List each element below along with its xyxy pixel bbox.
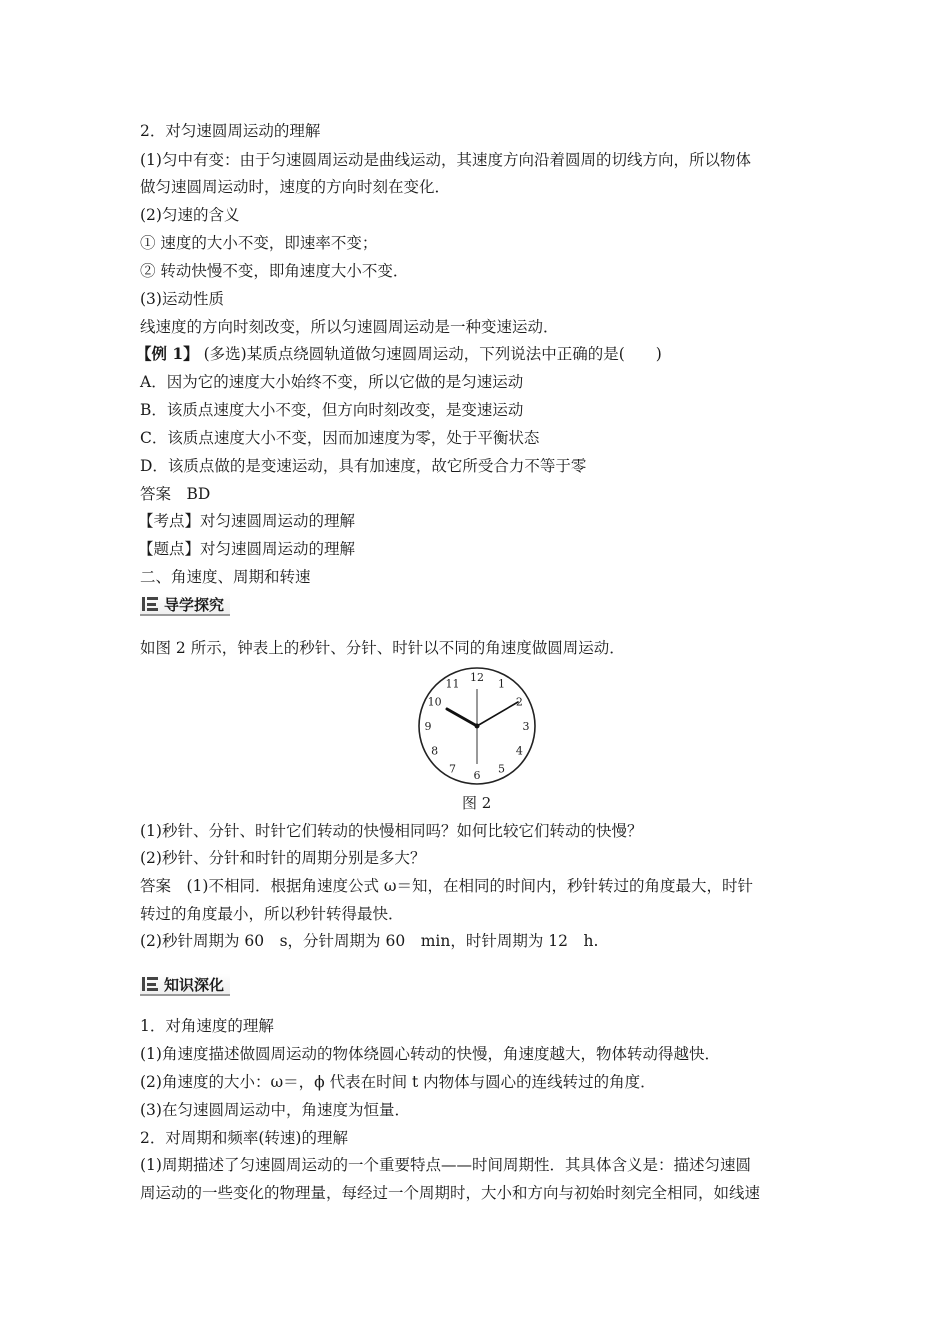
list-icon bbox=[142, 977, 158, 991]
section-header-daoxue bbox=[140, 594, 230, 616]
text-line: (2)匀速的含义 bbox=[140, 206, 240, 224]
text-line: (1)匀中有变：由于匀速圆周运动是曲线运动，其速度方向沿着圆周的切线方向，所以物体 bbox=[140, 151, 751, 169]
example-tag: 【例 1】 bbox=[136, 344, 199, 363]
answer-line: 答案 (1)不相同．根据角速度公式 ω＝知，在相同的时间内，秒针转过的角度最大，时针 bbox=[140, 877, 754, 895]
clock-numeral: 12 bbox=[470, 671, 484, 684]
clock-numeral: 11 bbox=[445, 677, 460, 691]
list-icon bbox=[142, 597, 158, 611]
kaodian: 【考点】对匀速圆周运动的理解 bbox=[138, 512, 356, 530]
intro-text: 如图 2 所示，钟表上的秒针、分针、时针以不同的角速度做圆周运动． bbox=[140, 639, 625, 657]
option-c: C．该质点速度大小不变，因而加速度为零，处于平衡状态 bbox=[140, 429, 540, 447]
section-header-zhishi bbox=[140, 974, 230, 996]
clock-numeral: 1 bbox=[498, 677, 505, 691]
clock-numeral: 5 bbox=[498, 762, 505, 776]
example-answer: 答案 BD bbox=[140, 485, 211, 503]
text-line: 周运动的一些变化的物理量，每经过一个周期时，大小和方向与初始时刻完全相同，如线速 bbox=[140, 1184, 761, 1202]
option-a: A．因为它的速度大小始终不变，所以它做的是匀速运动 bbox=[140, 373, 524, 391]
text-line: (3)运动性质 bbox=[140, 290, 224, 308]
text-line: ② 转动快慢不变，即角速度大小不变． bbox=[140, 262, 409, 280]
option-d: D．该质点做的是变速运动，具有加速度，故它所受合力不等于零 bbox=[140, 457, 587, 475]
section-title: 导学探究 bbox=[164, 595, 225, 614]
clock-numeral: 2 bbox=[515, 695, 523, 709]
clock-numeral: 10 bbox=[427, 695, 442, 709]
text-line: 2．对匀速圆周运动的理解 bbox=[140, 122, 321, 140]
heading-2: 二、角速度、周期和转速 bbox=[140, 568, 311, 586]
text-line: (3)在匀速圆周运动中，角速度为恒量． bbox=[140, 1101, 410, 1119]
text-line: 2．对周期和频率(转速)的理解 bbox=[140, 1129, 348, 1147]
clock-numeral: 9 bbox=[424, 720, 432, 733]
clock-center bbox=[475, 724, 480, 729]
text-line: 线速度的方向时刻改变，所以匀速圆周运动是一种变速运动． bbox=[140, 318, 559, 336]
question-1: (1)秒针、分针、时针它们转动的快慢相同吗？如何比较它们转动的快慢？ bbox=[140, 822, 643, 840]
example-question-text: (多选)某质点绕圆轨道做匀速圆周运动，下列说法中正确的是( ) bbox=[198, 345, 662, 363]
text-line: ① 速度的大小不变，即速率不变； bbox=[140, 234, 378, 252]
clock-svg bbox=[415, 664, 539, 788]
text-line: (1)角速度描述做圆周运动的物体绕圆心转动的快慢，角速度越大，物体转动得越快． bbox=[140, 1045, 720, 1063]
answer-line: (2)秒针周期为 60 s，分针周期为 60 min，时针周期为 12 h. bbox=[140, 932, 599, 950]
answer-line: 转过的角度最小，所以秒针转得最快． bbox=[140, 905, 404, 923]
clock-figure bbox=[415, 664, 539, 788]
clock-numeral: 3 bbox=[522, 720, 530, 733]
clock-numeral: 4 bbox=[515, 744, 523, 758]
example-question bbox=[136, 344, 662, 364]
clock-numeral: 7 bbox=[449, 762, 456, 776]
text-line: (1)周期描述了匀速圆周运动的一个重要特点——时间周期性．其具体含义是：描述匀速圆 bbox=[140, 1156, 751, 1174]
text-line: 做匀速圆周运动时，速度的方向时刻在变化． bbox=[140, 178, 451, 196]
clock-numeral: 8 bbox=[431, 744, 439, 758]
clock-numeral: 6 bbox=[473, 769, 481, 782]
question-2: (2)秒针、分针和时针的周期分别是多大？ bbox=[140, 849, 426, 867]
option-b: B．该质点速度大小不变，但方向时刻改变，是变速运动 bbox=[140, 401, 524, 419]
section-title: 知识深化 bbox=[164, 975, 225, 994]
text-line: (2)角速度的大小：ω＝，ϕ 代表在时间 t 内物体与圆心的连线转过的角度． bbox=[140, 1073, 656, 1091]
text-line: 1．对角速度的理解 bbox=[140, 1017, 274, 1035]
tidian: 【题点】对匀速圆周运动的理解 bbox=[138, 540, 356, 558]
figure-caption: 图 2 bbox=[462, 794, 492, 812]
